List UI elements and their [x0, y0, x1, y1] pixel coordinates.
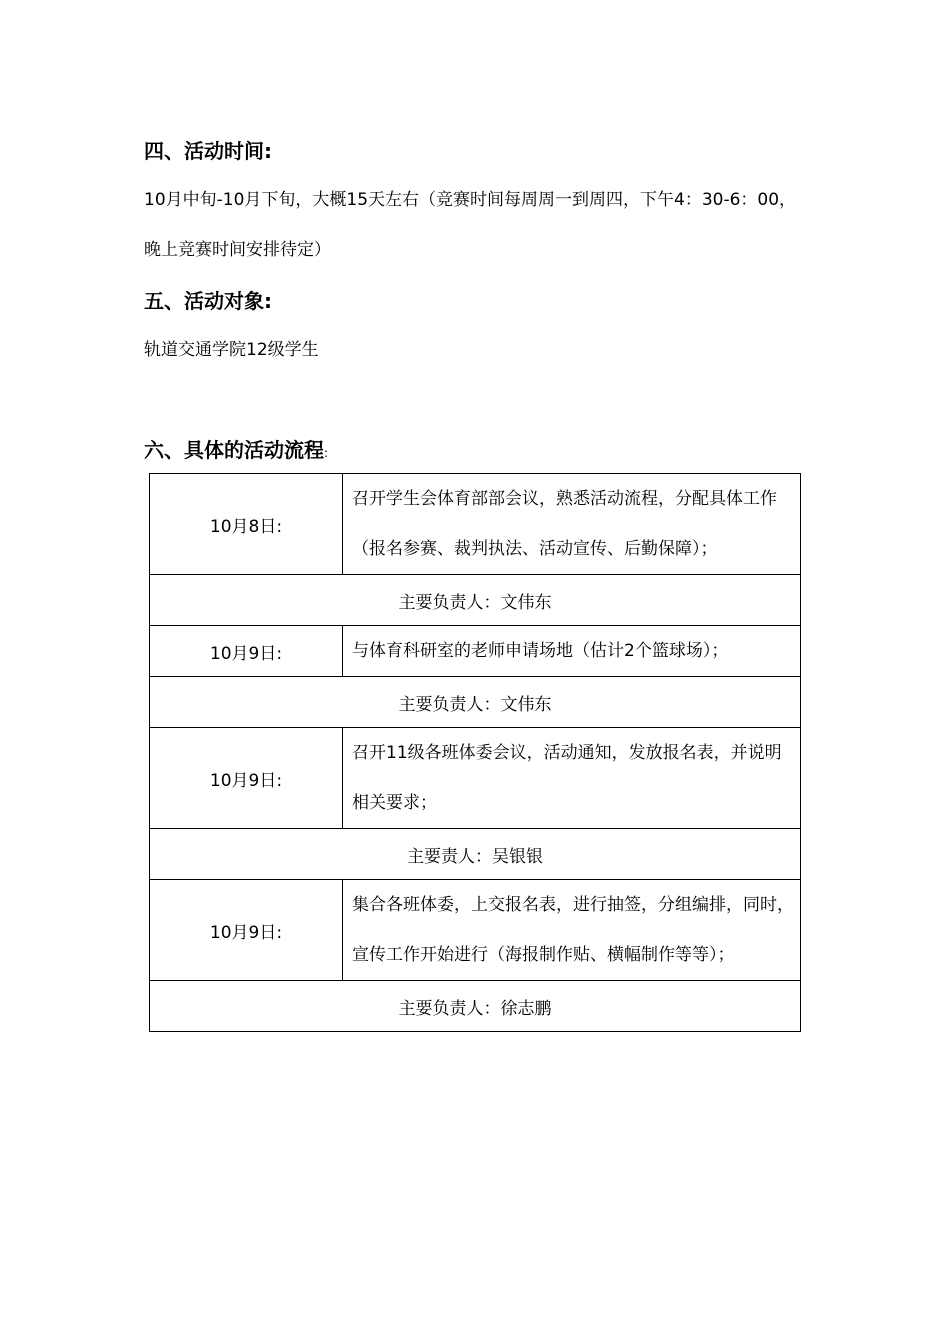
- schedule-owner: 主要负责人：文伟东: [150, 677, 801, 728]
- table-row: [150, 829, 801, 880]
- schedule-table: [149, 473, 801, 1032]
- table-row: [150, 728, 801, 829]
- schedule-owner: 主要负责人：徐志鹏: [150, 981, 801, 1032]
- section-text-target: 轨道交通学院12级学生: [144, 340, 319, 360]
- section-heading-process: [144, 436, 328, 467]
- section-heading-process-text: 六、具体的活动流程: [144, 438, 324, 462]
- section-heading-time: 四、活动时间:: [144, 139, 272, 163]
- schedule-date: 10月9日:: [150, 626, 343, 677]
- table-row: [150, 677, 801, 728]
- section-heading-process-colon: :: [324, 446, 329, 460]
- schedule-date: 10月8日:: [150, 474, 343, 575]
- section-heading-target: 五、活动对象:: [144, 289, 272, 313]
- table-row: [150, 575, 801, 626]
- schedule-owner: 主要责人：吴银银: [150, 829, 801, 880]
- schedule-date: 10月9日:: [150, 880, 343, 981]
- schedule-owner: 主要负责人：文伟东: [150, 575, 801, 626]
- table-row: [150, 626, 801, 677]
- schedule-task: 召开11级各班体委会议，活动通知，发放报名表，并说明相关要求；: [343, 728, 801, 829]
- schedule-task: 集合各班体委，上交报名表，进行抽签，分组编排，同时，宣传工作开始进行（海报制作贴、横幅制作等等）；: [343, 880, 801, 981]
- schedule-task: 召开学生会体育部部会议，熟悉活动流程，分配具体工作（报名参赛、裁判执法、活动宣传、后勤保障）；: [343, 474, 801, 575]
- table-row: [150, 474, 801, 575]
- table-row: [150, 880, 801, 981]
- schedule-date: 10月9日:: [150, 728, 343, 829]
- schedule-task: 与体育科研室的老师申请场地（估计2个篮球场）；: [343, 626, 801, 677]
- section-text-time: 10月中旬-10月下旬，大概15天左右（竞赛时间每周周一到周四，下午4：30-6：00，晚上竞赛时间安排待定）: [144, 190, 797, 260]
- table-row: [150, 981, 801, 1032]
